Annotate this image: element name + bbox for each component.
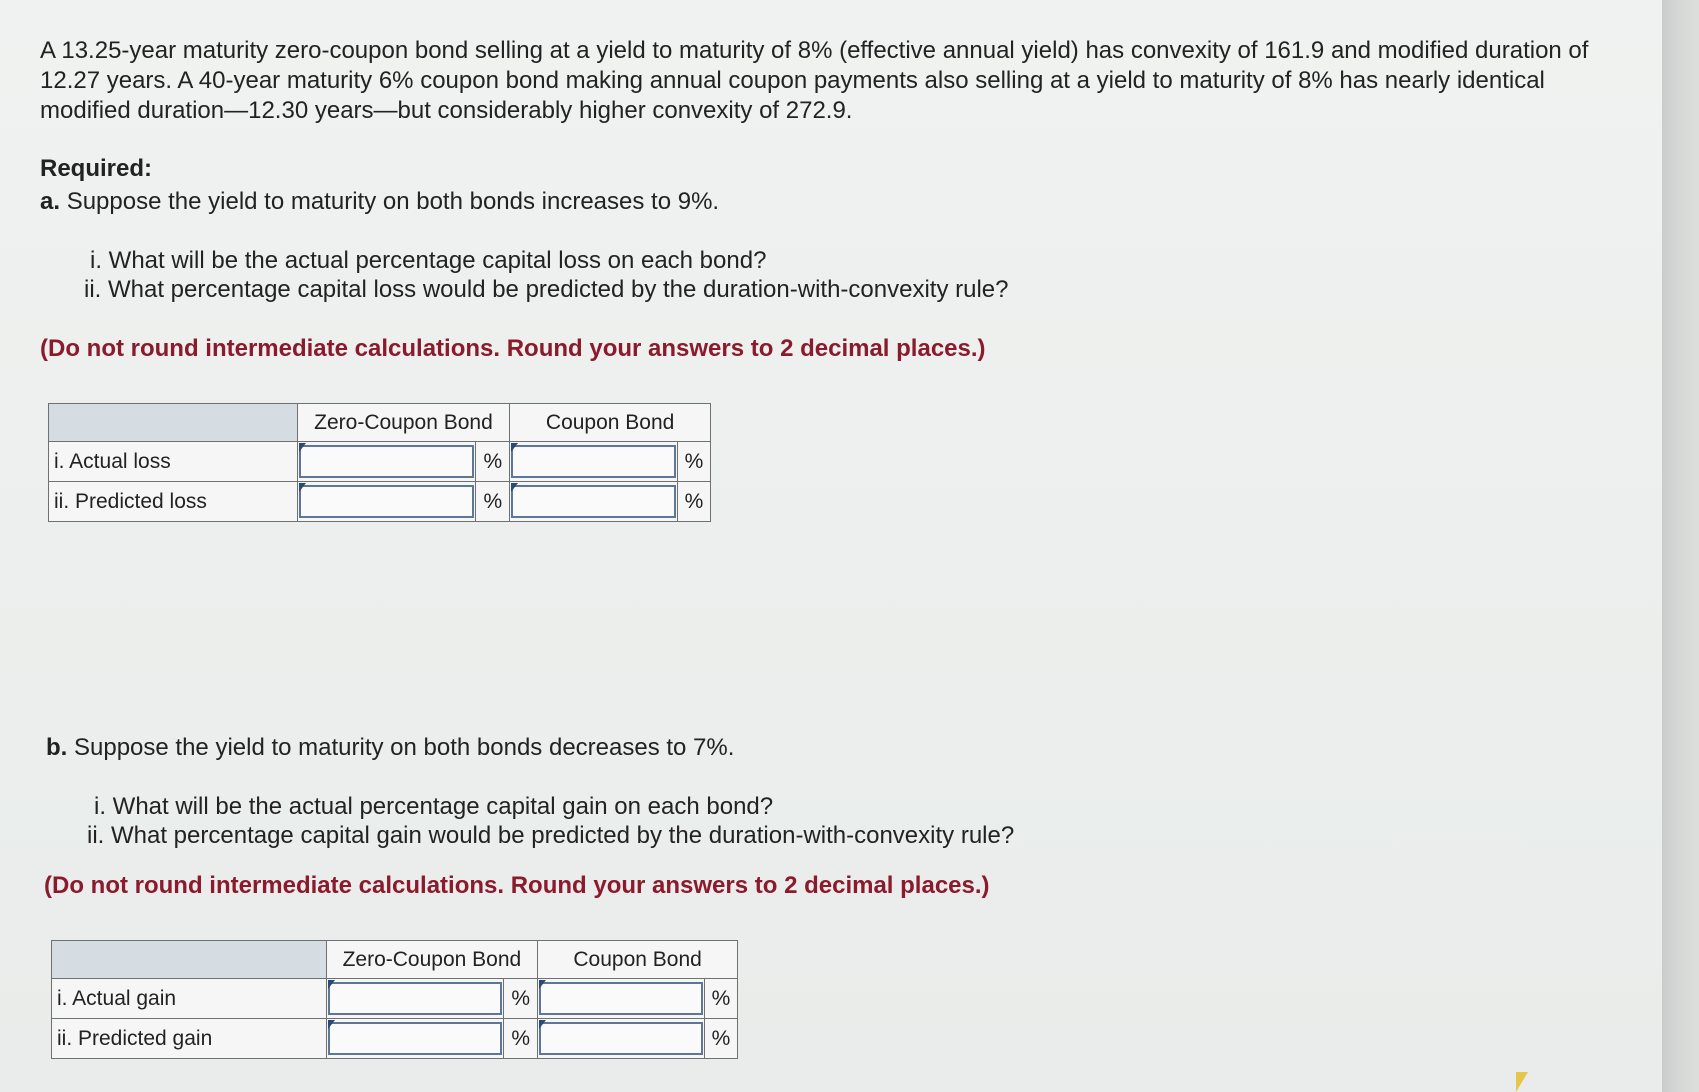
answer-flag-icon: [328, 980, 335, 989]
cell-coupon-actual-gain: [538, 979, 705, 1019]
coupon-actual-loss-input[interactable]: [511, 445, 676, 478]
table-header-row: [52, 941, 738, 979]
cell-zero-actual-gain: [326, 979, 504, 1019]
answer-flag-icon: [539, 1020, 546, 1029]
row-label-actual-loss: i. Actual loss: [49, 442, 298, 482]
cell-coupon-actual-loss: [510, 442, 678, 482]
problem-intro: A 13.25-year maturity zero-coupon bond selling at a yield to maturity of 8% (effective annual yield) has convexity of 161.9 and modified duration of 12.27 years. A 40-year maturity 6% coupon bond making annual coupon payments also selling at a yield to maturity of 8% has nearly identical modified duration—12.30 years—but considerably higher convexity of 272.9.: [40, 37, 1589, 124]
row-label-predicted-gain: ii. Predicted gain: [52, 1019, 327, 1059]
percent-unit: %: [704, 979, 737, 1019]
coupon-predicted-gain-input[interactable]: [539, 1022, 703, 1055]
part-a-stem-text: Suppose the yield to maturity on both bonds increases to 9%.: [66, 188, 720, 215]
zero-coupon-actual-loss-input[interactable]: [299, 445, 475, 478]
screen-edge: [1662, 0, 1699, 1092]
part-a-question-2: ii. What percentage capital loss would be predicted by the duration-with-convexity rule?: [84, 276, 1009, 303]
part-b-letter: b.: [46, 734, 68, 761]
zero-coupon-column-header: Zero-Coupon Bond: [326, 941, 538, 979]
percent-unit: %: [476, 442, 510, 482]
zero-coupon-predicted-loss-input[interactable]: [299, 485, 475, 518]
answer-flag-icon: [328, 1020, 335, 1029]
cell-zero-actual-loss: [297, 442, 476, 482]
cell-zero-predicted-loss: [297, 482, 476, 522]
mouse-cursor-icon: [1516, 1072, 1528, 1092]
percent-unit: %: [678, 442, 711, 482]
part-a-question-1: i. What will be the actual percentage capital loss on each bond?: [90, 247, 767, 274]
zero-coupon-predicted-gain-input[interactable]: [328, 1022, 503, 1055]
answer-flag-icon: [511, 443, 518, 452]
cell-coupon-predicted-gain: [538, 1019, 705, 1059]
table-row-predicted-loss: [49, 482, 711, 522]
percent-unit: %: [704, 1019, 737, 1059]
answer-flag-icon: [299, 483, 306, 492]
table-header-row: [49, 404, 711, 442]
coupon-actual-gain-input[interactable]: [539, 982, 703, 1015]
part-a-stem: [40, 188, 719, 216]
coupon-column-header: Coupon Bond: [510, 404, 711, 442]
part-b-answer-table: [51, 940, 738, 1059]
part-b-stem: [46, 734, 734, 762]
percent-unit: %: [476, 482, 510, 522]
part-b-instruction: (Do not round intermediate calculations. Round your answers to 2 decimal places.): [44, 872, 990, 899]
table-row-predicted-gain: [52, 1019, 738, 1059]
part-a-instruction: (Do not round intermediate calculations. Round your answers to 2 decimal places.): [40, 335, 986, 362]
required-heading: Required:: [40, 155, 153, 182]
row-label-predicted-loss: ii. Predicted loss: [49, 482, 298, 522]
row-label-actual-gain: i. Actual gain: [52, 979, 327, 1019]
table-row-actual-gain: [52, 979, 738, 1019]
percent-unit: %: [504, 1019, 538, 1059]
table-row-actual-loss: [49, 442, 711, 482]
cell-zero-predicted-gain: [326, 1019, 504, 1059]
percent-unit: %: [678, 482, 711, 522]
answer-flag-icon: [511, 483, 518, 492]
coupon-predicted-loss-input[interactable]: [511, 485, 676, 518]
zero-coupon-actual-gain-input[interactable]: [328, 982, 503, 1015]
cell-coupon-predicted-loss: [510, 482, 678, 522]
answer-flag-icon: [299, 443, 306, 452]
part-b-stem-text: Suppose the yield to maturity on both bonds decreases to 7%.: [74, 734, 735, 761]
table-corner-cell: [49, 404, 298, 442]
coupon-column-header: Coupon Bond: [538, 941, 738, 979]
part-b-question-2: ii. What percentage capital gain would be predicted by the duration-with-convexity rule?: [87, 822, 1015, 849]
part-b-question-1: i. What will be the actual percentage capital gain on each bond?: [94, 793, 774, 820]
zero-coupon-column-header: Zero-Coupon Bond: [297, 404, 510, 442]
table-corner-cell: [52, 941, 327, 979]
percent-unit: %: [504, 979, 538, 1019]
answer-flag-icon: [539, 980, 546, 989]
part-a-letter: a.: [40, 188, 61, 215]
part-a-answer-table: [48, 403, 711, 522]
